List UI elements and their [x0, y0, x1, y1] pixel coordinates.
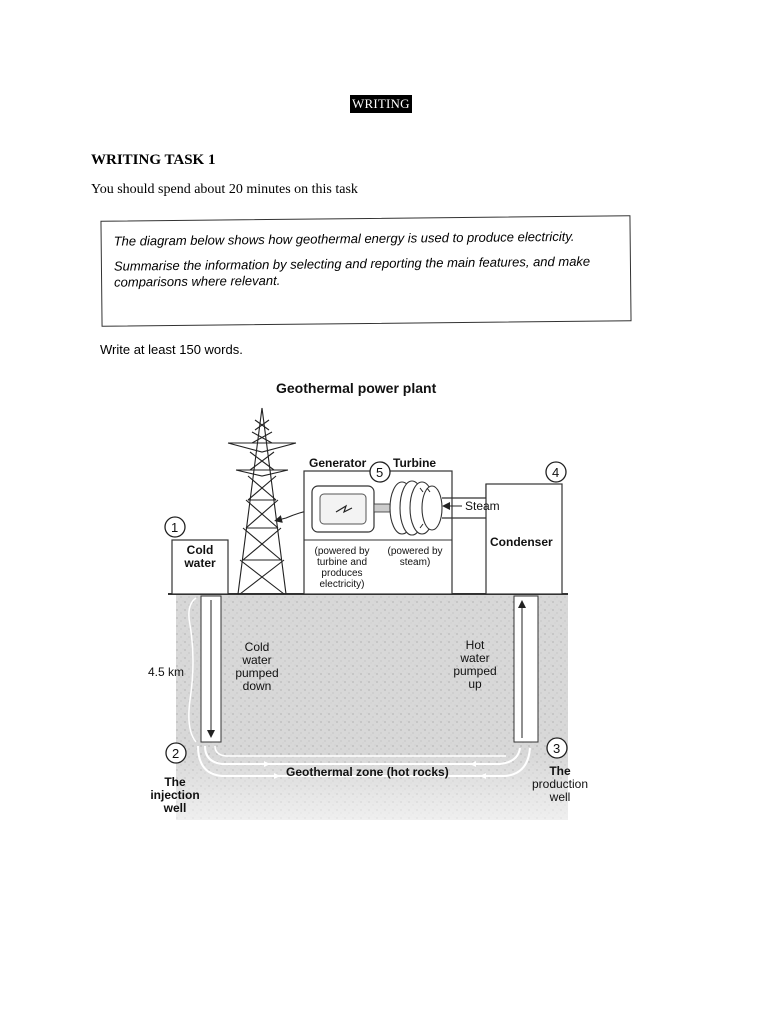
drive-shaft	[374, 504, 390, 512]
prompt-instruction: Summarise the information by selecting and reporting the main features, and make comparisons where relevant.	[113, 253, 591, 290]
generator-label: Generator	[309, 456, 367, 470]
condenser-label: Condenser	[490, 535, 553, 549]
time-note: You should spend about 20 minutes on this task	[91, 182, 358, 197]
production-well-label: The production well	[531, 764, 589, 804]
turbine-icon	[390, 481, 442, 535]
step-4-number: 4	[552, 465, 560, 480]
turbine-note: (powered by steam)	[387, 546, 443, 568]
hot-water-pumped-label: Hot water pumped up	[453, 638, 497, 691]
task-title: WRITING TASK 1	[91, 152, 216, 168]
cold-water-label: Cold water	[184, 543, 216, 570]
geothermal-zone-label: Geothermal zone (hot rocks)	[286, 765, 449, 779]
turbine-label: Turbine	[393, 456, 437, 470]
cold-water-pumped-label: Cold water pumped down	[235, 640, 279, 693]
step-1-number: 1	[171, 520, 179, 535]
steam-label: Steam	[465, 499, 500, 513]
step-5-number: 5	[376, 465, 384, 480]
generator-note: (powered by turbine and produces electricity)	[314, 546, 370, 590]
diagram-title: Geothermal power plant	[276, 380, 437, 396]
word-count-note: Write at least 150 words.	[100, 342, 243, 357]
depth-label: 4.5 km	[148, 665, 185, 679]
electricity-pylon	[228, 408, 296, 594]
step-3-number: 3	[553, 741, 561, 756]
section-label: WRITING	[352, 96, 410, 111]
injection-well-label: The injection well	[150, 775, 200, 815]
step-2-number: 2	[172, 746, 180, 761]
production-well-shaft	[514, 596, 538, 742]
prompt-description: The diagram below shows how geothermal energy is used to produce electricity.	[113, 228, 575, 249]
